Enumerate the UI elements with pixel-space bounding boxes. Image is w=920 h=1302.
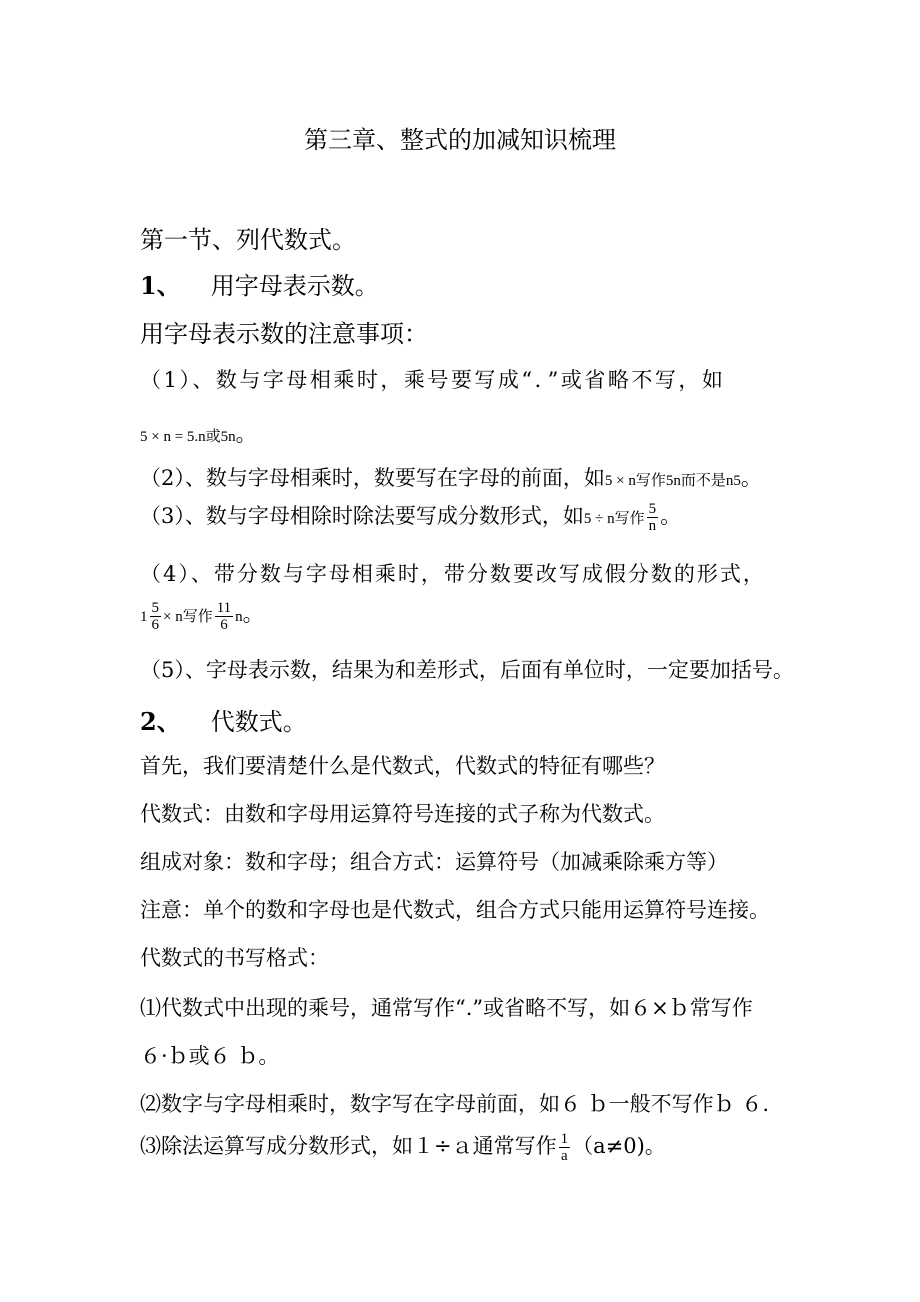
fraction	[215, 600, 233, 633]
item-title: 代数式。	[210, 708, 307, 736]
rule-1-formula: 5 × n = 5.n或5n	[140, 429, 236, 445]
numerator: 1	[560, 1131, 569, 1147]
period: 。	[740, 466, 762, 490]
rule-1-formula-line	[140, 418, 257, 448]
item-title: 用字母表示数。	[210, 272, 379, 300]
rule-5: （5）、字母表示数，结果为和差形式，后面有单位时，一定要加括号。	[140, 658, 794, 682]
notes-heading: 用字母表示数的注意事项：	[140, 320, 428, 348]
format-rule-2: ⑵数字与字母相乘时，数字写在字母前面，如６ ｂ一般不写作ｂ ６.	[140, 1092, 770, 1116]
format-rule-3-end: （a≠0)。	[572, 1134, 666, 1158]
rule-4-formula-line	[140, 598, 264, 633]
numerator: 11	[216, 600, 232, 616]
rule-3-text: （3）、数与字母相除时除法要写成分数形式，如	[140, 504, 584, 528]
period: 。	[235, 422, 257, 446]
mixed-whole: 1	[140, 609, 148, 625]
rule-2	[140, 462, 762, 492]
format-rule-1: ⑴代数式中出现的乘号，通常写作“.”或省略不写，如６×ｂ常写作	[140, 996, 753, 1020]
format-rule-3-text: ⑶除法运算写成分数形式，如１÷ａ通常写作	[140, 1134, 557, 1158]
rule-4-formula: × n写作	[163, 609, 213, 625]
item-number: 2、	[140, 707, 181, 736]
denominator: a	[561, 1148, 568, 1164]
document-title: 第三章、整式的加减知识梳理	[304, 126, 616, 154]
paragraph: 组成对象：数和字母；组合方式：运算符号（加减乘除乘方等）	[140, 850, 728, 874]
item-heading-1	[140, 266, 379, 301]
rule-1: （1）、数与字母相乘时，乘号要写成“．”或省略不写，如	[140, 368, 726, 392]
paragraph: 注意：单个的数和字母也是代数式，组合方式只能用运算符号连接。	[140, 898, 770, 922]
paragraph: 代数式：由数和字母用运算符号连接的式子称为代数式。	[140, 802, 665, 826]
period: 。	[242, 602, 264, 626]
paragraph: 代数式的书写格式：	[140, 946, 329, 970]
rule-2-formula: 5 × n写作5n而不是n5	[604, 473, 741, 489]
denominator: n	[648, 518, 657, 534]
format-rule-3	[140, 1130, 666, 1164]
fraction	[647, 501, 659, 534]
rule-2-text: （2）、数与字母相乘时，数要写在字母的前面，如	[140, 466, 605, 490]
denominator: 6	[220, 617, 228, 633]
item-number: 1、	[140, 271, 181, 300]
variable: n	[235, 609, 243, 625]
rule-3-formula: 5 ÷ n写作	[583, 511, 645, 527]
paragraph: 首先，我们要清楚什么是代数式，代数式的特征有哪些？	[140, 754, 665, 778]
item-heading-2	[140, 702, 307, 737]
fraction	[150, 600, 162, 633]
rule-3	[140, 500, 681, 534]
period: 。	[660, 504, 682, 528]
numerator: 5	[648, 501, 657, 517]
numerator: 5	[151, 600, 159, 616]
format-rule-1-cont: ６·ｂ或６ ｂ。	[140, 1044, 280, 1068]
section-heading: 第一节、列代数式。	[140, 226, 356, 254]
rule-4: （4）、带分数与字母相乘时，带分数要改写成假分数的形式，	[140, 562, 766, 586]
fraction	[559, 1131, 571, 1164]
denominator: 6	[151, 617, 159, 633]
